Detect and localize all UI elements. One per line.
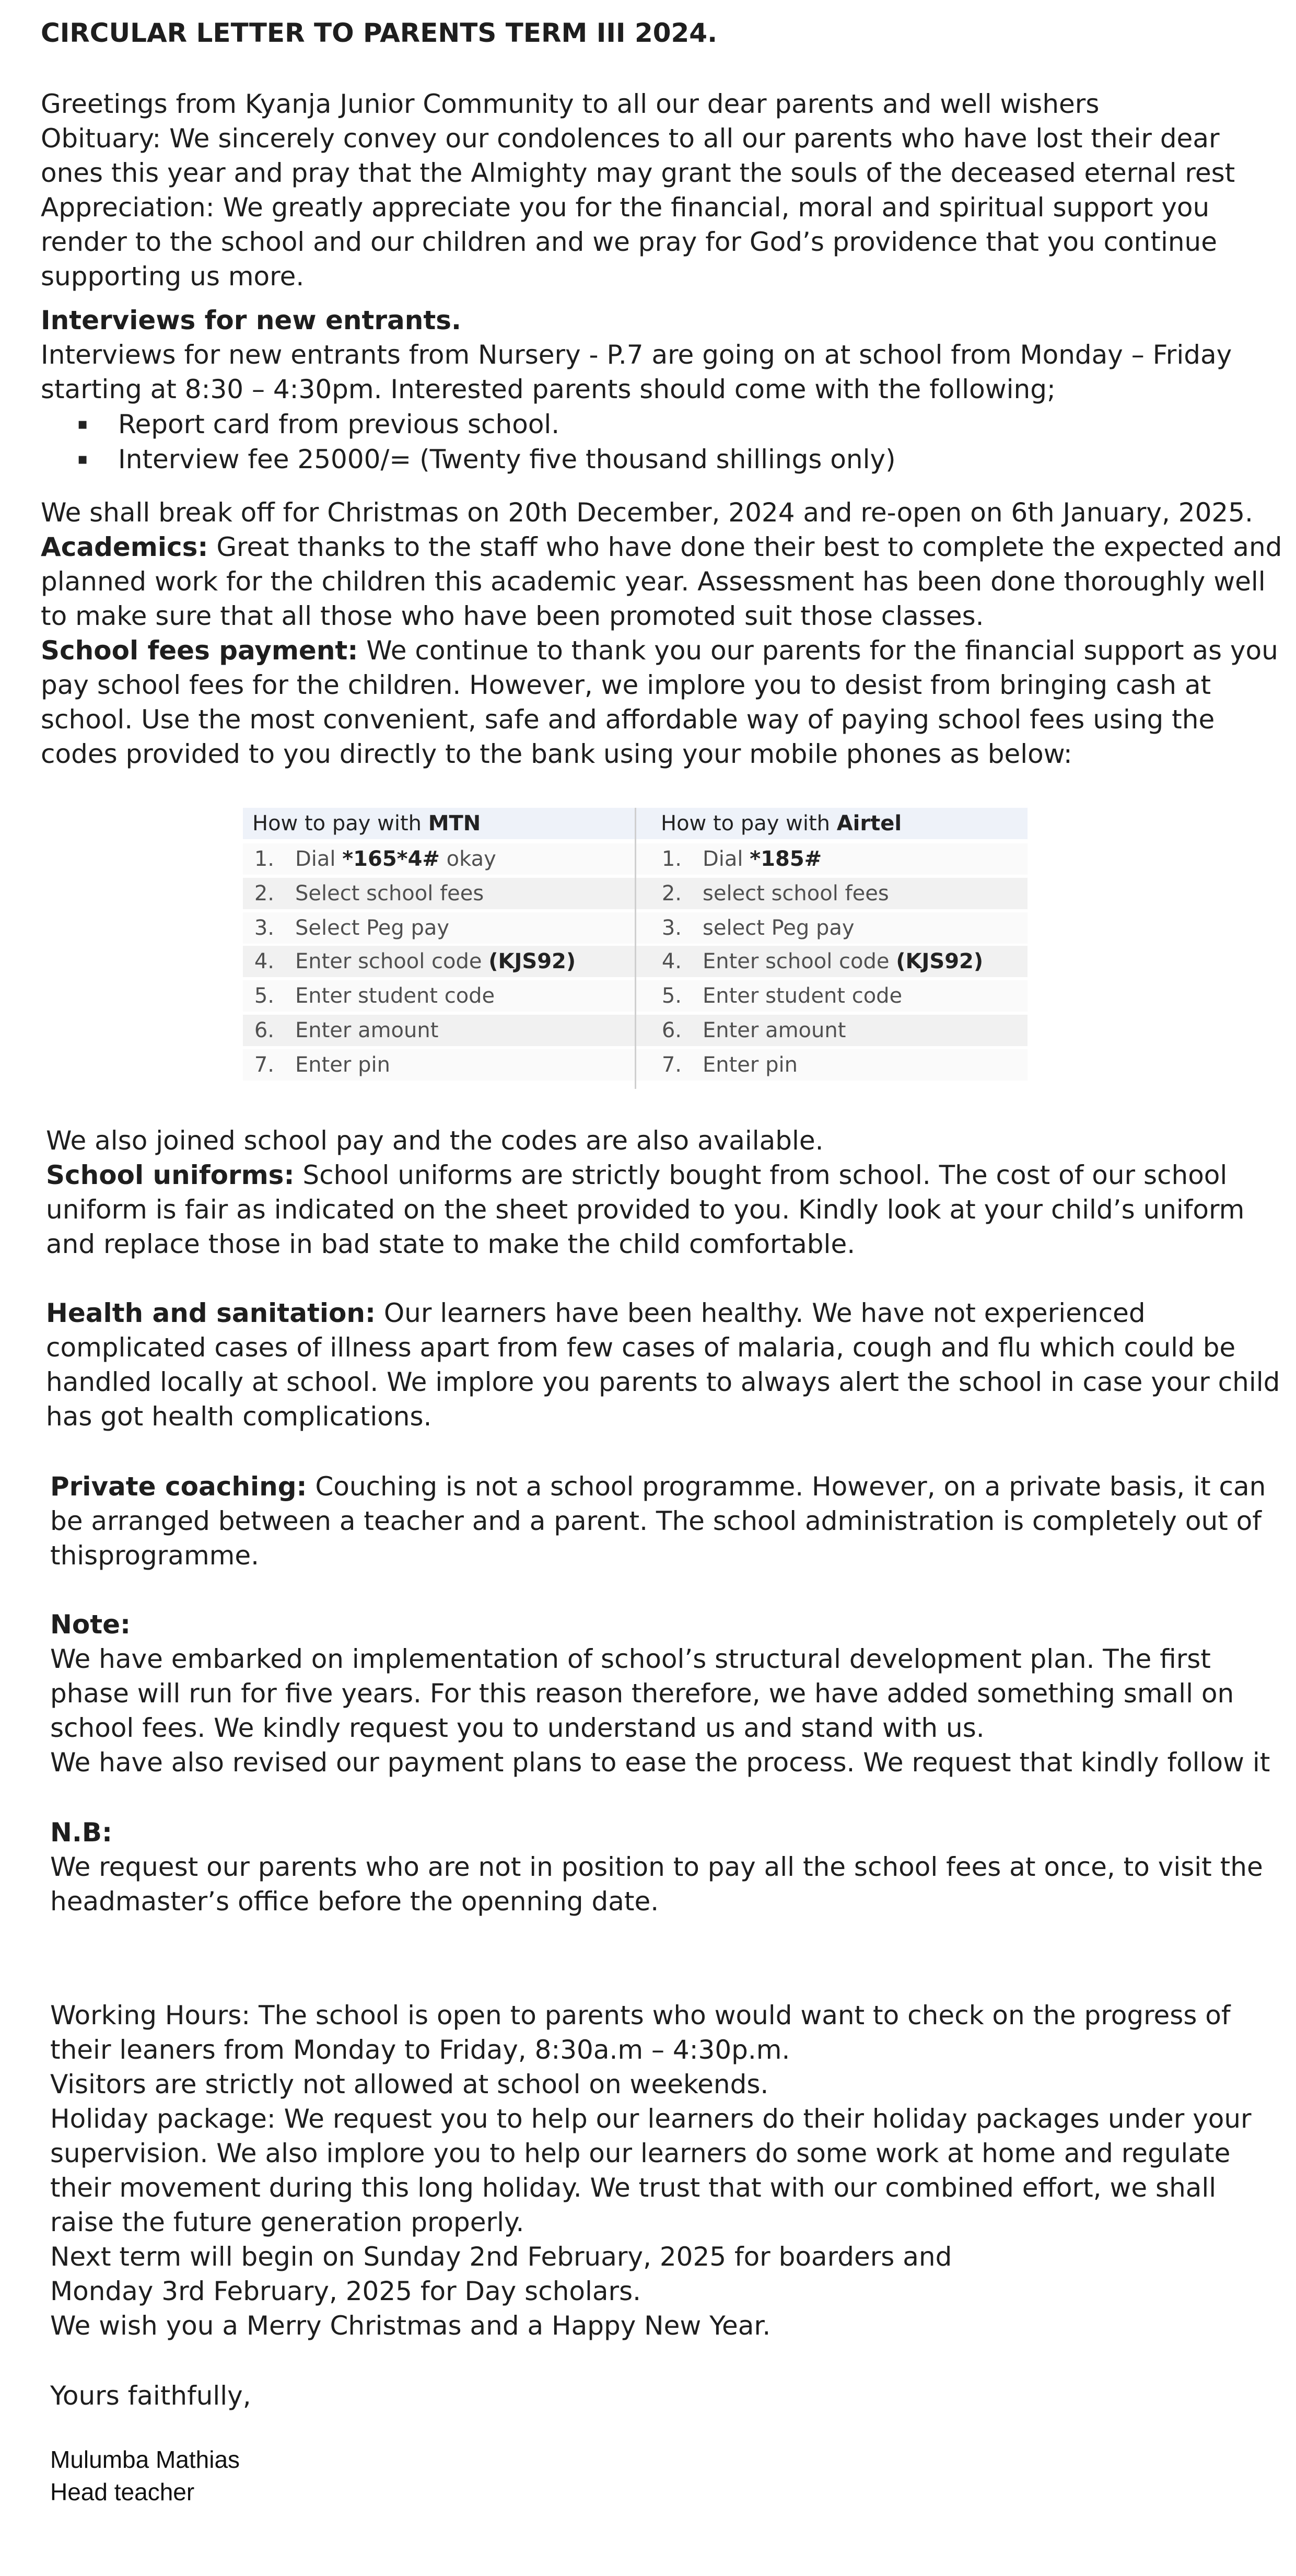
requirement-item: Interview fee 25000/= (Twenty five thousand shillings only) (118, 444, 896, 474)
mtn-step: Enter pin (295, 1053, 390, 1077)
uniforms-line: and replace those in bad state to make the child comfortable. (46, 1229, 856, 1259)
uniforms-line: uniform is fair as indicated on the sheet provided to you. Kindly look at your child’s uniform (46, 1194, 1245, 1225)
academics-line: to make sure that all those who have been promoted suit those classes. (41, 601, 984, 631)
mtn-step-number: 2. (254, 881, 274, 906)
closing-line: Visitors are strictly not allowed at school on weekends. (50, 2069, 769, 2099)
uniforms-label: School uniforms: (46, 1160, 295, 1190)
column-divider (635, 808, 636, 1089)
fees-line: pay school fees for the children. However, we implore you to desist from bringing cash at (41, 670, 1211, 700)
health-line: has got health complications. (46, 1401, 432, 1432)
obituary-line-2: ones this year and pray that the Almighty may grant the souls of the deceased eternal rest (41, 158, 1235, 188)
uniforms-text: School uniforms are strictly bought from school. The cost of our school (294, 1160, 1228, 1190)
note-line: We have embarked on implementation of school’s structural development plan. The first (50, 1644, 1211, 1674)
academics-paragraph (41, 530, 1282, 564)
closing-line: Next term will begin on Sunday 2nd February, 2025 for boarders and (50, 2242, 952, 2272)
airtel-step: Enter pin (703, 1053, 798, 1077)
mtn-step-number: 5. (254, 984, 274, 1008)
note-line: phase will run for five years. For this reason therefore, we have added something small on (50, 1678, 1234, 1709)
health-line: complicated cases of illness apart from few cases of malaria, cough and flu which could be (46, 1332, 1236, 1363)
signatory-role: Head teacher (50, 2478, 195, 2505)
fees-line: school. Use the most convenient, safe and affordable way of paying school fees using the (41, 704, 1215, 735)
academics-label: Academics: (41, 532, 208, 562)
appreciation-line-3: supporting us more. (41, 261, 305, 292)
signatory-name: Mulumba Mathias (50, 2446, 240, 2473)
fees-label: School fees payment: (41, 635, 358, 666)
note-line: We have also revised our payment plans to ease the process. We request that kindly follow it (50, 1747, 1270, 1778)
mtn-step: Enter school code (KJS92) (295, 949, 576, 973)
airtel-step: Enter school code (KJS92) (703, 949, 984, 973)
mtn-step: Select school fees (295, 881, 484, 906)
closing-line: their leaners from Monday to Friday, 8:30a.m – 4:30p.m. (50, 2035, 790, 2065)
coaching-line: be arranged between a teacher and a parent. The school administration is completely out of (50, 1506, 1262, 1536)
mtn-step: Select Peg pay (295, 916, 450, 940)
airtel-step-number: 7. (661, 1053, 682, 1077)
interviews-heading: Interviews for new entrants. (41, 305, 462, 335)
airtel-step: select school fees (703, 881, 889, 906)
signoff: Yours faithfully, (50, 2381, 251, 2411)
interviews-line: starting at 8:30 – 4:30pm. Interested parents should come with the following; (41, 374, 1056, 404)
nb-line: headmaster’s office before the openning date. (50, 1886, 659, 1917)
coaching-paragraph (50, 1469, 1266, 1504)
mtn-step-number: 1. (254, 847, 274, 871)
note-label: Note: (50, 1609, 131, 1640)
airtel-step: Enter student code (703, 984, 903, 1008)
fees-line: codes provided to you directly to the bank using your mobile phones as below: (41, 739, 1072, 769)
greeting-line: Greetings from Kyanja Junior Community to all our dear parents and well wishers (41, 89, 1100, 119)
nb-label: N.B: (50, 1817, 112, 1848)
airtel-step-number: 5. (661, 984, 682, 1008)
airtel-step: select Peg pay (703, 916, 855, 940)
obituary-line: Obituary: We sincerely convey our condolences to all our parents who have lost their dear (41, 123, 1220, 154)
academics-text: Great thanks to the staff who have done their best to complete the expected and (208, 532, 1282, 562)
closing-line: raise the future generation properly. (50, 2207, 524, 2237)
health-line: handled locally at school. We implore you parents to always alert the school in case your child (46, 1367, 1280, 1397)
coaching-label: Private coaching: (50, 1471, 307, 1502)
airtel-step-number: 4. (661, 949, 682, 973)
mtn-header: How to pay with MTN (252, 811, 481, 836)
appreciation-line-2: render to the school and our children and we pray for God’s providence that you continue (41, 227, 1217, 257)
health-label: Health and sanitation: (46, 1298, 376, 1328)
closing-line: Working Hours: The school is open to parents who would want to check on the progress of (50, 2000, 1231, 2030)
mtn-step: Enter amount (295, 1018, 439, 1042)
closing-line: We wish you a Merry Christmas and a Happy New Year. (50, 2311, 771, 2341)
mtn-step: Dial *165*4# okay (295, 847, 496, 871)
bullet-marker: ▪ (77, 450, 88, 468)
health-paragraph (46, 1296, 1146, 1330)
closing-line: Monday 3rd February, 2025 for Day scholars. (50, 2276, 641, 2306)
coaching-text: Couching is not a school programme. However, on a private basis, it can (307, 1471, 1266, 1502)
mtn-step-number: 3. (254, 916, 274, 940)
closing-line: Holiday package: We request you to help our learners do their holiday packages under your (50, 2104, 1252, 2134)
appreciation-line: Appreciation: We greatly appreciate you for the financial, moral and spiritual support you (41, 192, 1210, 223)
payment-table (243, 808, 1028, 1089)
mtn-step-number: 6. (254, 1018, 274, 1042)
interviews-line: Interviews for new entrants from Nursery - P.7 are going on at school from Monday – Friday (41, 340, 1232, 370)
airtel-step-number: 3. (661, 916, 682, 940)
bullet-marker: ▪ (77, 415, 88, 433)
airtel-step-number: 6. (661, 1018, 682, 1042)
mtn-step: Enter student code (295, 984, 495, 1008)
fees-paragraph (41, 633, 1278, 668)
break-off-line: We shall break off for Christmas on 20th December, 2024 and re-open on 6th January, 2025. (41, 497, 1253, 528)
airtel-step: Dial *185# (703, 847, 822, 871)
health-text: Our learners have been healthy. We have not experienced (375, 1298, 1146, 1328)
letter-title: CIRCULAR LETTER TO PARENTS TERM III 2024. (41, 18, 718, 48)
uniforms-paragraph (46, 1158, 1227, 1192)
requirement-item: Report card from previous school. (118, 409, 560, 439)
coaching-line: thisprogramme. (50, 1540, 260, 1571)
academics-line: planned work for the children this academic year. Assessment has been done thoroughly well (41, 566, 1266, 597)
mtn-step-number: 7. (254, 1053, 274, 1077)
airtel-step: Enter amount (703, 1018, 846, 1042)
schoolpay-line: We also joined school pay and the codes are also available. (46, 1125, 824, 1156)
fees-text: We continue to thank you our parents for the financial support as you (358, 635, 1278, 666)
airtel-step-number: 1. (661, 847, 682, 871)
note-line: school fees. We kindly request you to understand us and stand with us. (50, 1713, 985, 1743)
closing-line: supervision. We also implore you to help our learners do some work at home and regulate (50, 2138, 1231, 2168)
mtn-step-number: 4. (254, 949, 274, 973)
nb-line: We request our parents who are not in position to pay all the school fees at once, to visit the (50, 1852, 1263, 1882)
closing-line: their movement during this long holiday. We trust that with our combined effort, we shall (50, 2173, 1217, 2203)
airtel-header: How to pay with Airtel (661, 811, 902, 836)
airtel-step-number: 2. (661, 881, 682, 906)
